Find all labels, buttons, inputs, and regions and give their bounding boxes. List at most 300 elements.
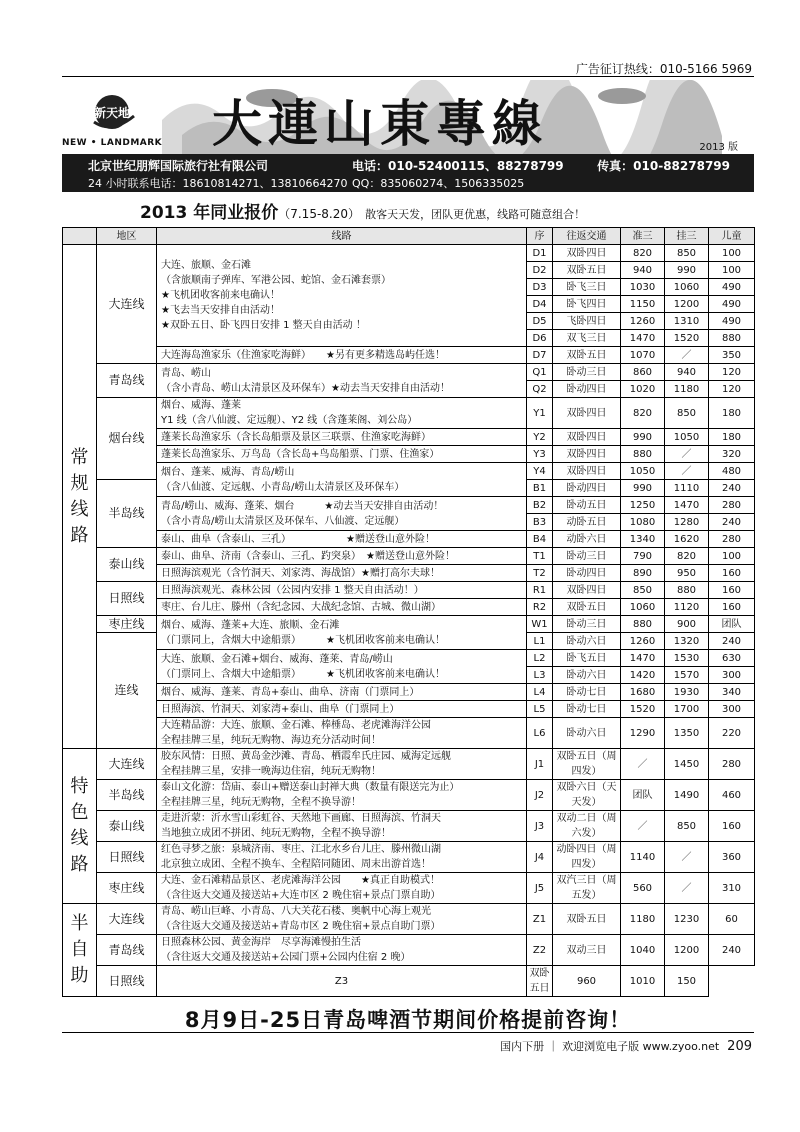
- route-code: J3: [527, 811, 553, 842]
- route-code: B1: [527, 480, 553, 497]
- price-child: 320: [709, 446, 755, 463]
- price-star3: 1320: [665, 633, 709, 650]
- table-row: [63, 548, 755, 565]
- transport-cell: 双卧五日: [553, 347, 621, 364]
- price-child: 180: [709, 429, 755, 446]
- transport-cell: 卧动六日: [553, 718, 621, 749]
- table-row: [63, 398, 755, 429]
- price-star3: 950: [665, 565, 709, 582]
- price-child: 300: [709, 701, 755, 718]
- price-star3: 1530: [665, 650, 709, 667]
- route-line: 大连海岛渔家乐（住渔家吃海鲜） ★另有更多精选岛屿任选！: [161, 349, 445, 361]
- table-row: [63, 904, 755, 935]
- route-code: L3: [527, 667, 553, 684]
- header-code: 序: [527, 228, 553, 245]
- table-header-row: [63, 228, 755, 245]
- price-std3: 820: [621, 245, 665, 262]
- company-phone: 电话：010-52400115、88278799: [352, 159, 564, 173]
- price-star3: 1180: [665, 381, 709, 398]
- region-cell: 大连线: [97, 749, 157, 780]
- transport-cell: 双卧四日: [553, 582, 621, 599]
- route-line: （含小青岛、崂山太清景区及环保车）★动去当天安排自由活动！: [161, 382, 450, 394]
- table-row: [63, 565, 755, 582]
- price-star3: 850: [665, 811, 709, 842]
- table-row: [63, 616, 755, 633]
- route-cell: [157, 599, 527, 616]
- route-line: 日照海滨观光（含竹洞天、刘家湾、海战馆）★赠打高尔夫球！: [161, 567, 440, 579]
- table-row: [63, 497, 755, 514]
- price-child: 880: [709, 330, 755, 347]
- price-star3: 1280: [665, 514, 709, 531]
- route-cell: [157, 873, 527, 904]
- heading-title: 2013 年同业报价: [140, 203, 279, 223]
- route-code: Q1: [527, 364, 553, 381]
- price-child: 480: [709, 463, 755, 480]
- price-child: 300: [709, 667, 755, 684]
- ad-hotline: 广告征订热线：010-5166 5969: [575, 62, 752, 76]
- route-line: 泰山、曲阜（含泰山、三孔） ★赠送登山意外险！: [161, 533, 435, 545]
- price-std3: 560: [621, 873, 665, 904]
- price-child: 220: [709, 718, 755, 749]
- price-std3: 850: [621, 582, 665, 599]
- price-star3: 1200: [665, 935, 709, 966]
- price-child: 340: [709, 684, 755, 701]
- route-cell: [157, 364, 527, 398]
- price-child: 490: [709, 313, 755, 330]
- transport-cell: 双汽三日（周五发）: [553, 873, 621, 904]
- route-cell: [157, 429, 527, 446]
- price-std3: 790: [621, 548, 665, 565]
- price-std3: 1140: [621, 842, 665, 873]
- price-star3: 880: [665, 582, 709, 599]
- route-code: L4: [527, 684, 553, 701]
- price-std3: 990: [621, 480, 665, 497]
- route-code: Y1: [527, 398, 553, 429]
- route-code: B2: [527, 497, 553, 514]
- table-row: [63, 873, 755, 904]
- route-code: Y4: [527, 463, 553, 480]
- route-code: L6: [527, 718, 553, 749]
- price-star3: 1310: [665, 313, 709, 330]
- region-cell: 枣庄线: [97, 873, 157, 904]
- route-cell: [157, 811, 527, 842]
- price-std3: 1290: [621, 718, 665, 749]
- transport-cell: 卧飞三日: [553, 279, 621, 296]
- price-star3: ／: [665, 463, 709, 480]
- transport-cell: 双卧四日: [553, 463, 621, 480]
- price-child: 160: [709, 811, 755, 842]
- price-child: 490: [709, 279, 755, 296]
- price-child: 280: [709, 749, 755, 780]
- table-row: [63, 718, 755, 749]
- price-std3: 1260: [621, 633, 665, 650]
- route-cell: [157, 347, 527, 364]
- route-line: 大连精品游：大连、旅顺、金石滩、棒棰岛、老虎滩海洋公园: [161, 720, 431, 731]
- route-line: 全程挂牌三星，纯玩无购物，全程不换导游！: [161, 797, 361, 808]
- route-code: T2: [527, 565, 553, 582]
- route-code: J4: [527, 842, 553, 873]
- route-code: Z3: [157, 966, 527, 997]
- transport-cell: 双卧四日: [553, 245, 621, 262]
- table-row: [63, 463, 755, 480]
- price-star3: 1010: [621, 966, 665, 997]
- price-child: 150: [665, 966, 709, 997]
- logo-text: 新天地: [93, 106, 131, 120]
- price-child: 360: [709, 842, 755, 873]
- route-line: 北京独立成团、全程不换车、全程陪同随团、周末出游首选！: [161, 859, 431, 870]
- price-std3: 1470: [621, 650, 665, 667]
- route-line: 泰山、曲阜、济南（含泰山、三孔、趵突泉） ★赠送登山意外险！: [161, 550, 455, 562]
- table-row: [63, 684, 755, 701]
- price-star3: 1110: [665, 480, 709, 497]
- price-child: 180: [709, 398, 755, 429]
- route-cell: [157, 531, 527, 548]
- route-cell: [157, 398, 527, 429]
- route-cell: [157, 842, 527, 873]
- transport-cell: 动卧六日: [553, 531, 621, 548]
- price-std3: 1040: [621, 935, 665, 966]
- price-child: 100: [709, 262, 755, 279]
- route-line: 烟台、威海、蓬莱、青岛+泰山、曲阜、济南（门票同上）: [161, 686, 420, 698]
- transport-cell: 卧动三日: [553, 364, 621, 381]
- route-code: R2: [527, 599, 553, 616]
- transport-cell: 双卧五日: [527, 966, 553, 997]
- price-child: 460: [709, 780, 755, 811]
- price-child: 350: [709, 347, 755, 364]
- route-code: D2: [527, 262, 553, 279]
- contact-qq: QQ：835060274、1506335025: [352, 177, 525, 190]
- transport-cell: 飞卧四日: [553, 313, 621, 330]
- transport-cell: 双卧五日: [553, 262, 621, 279]
- route-code: D7: [527, 347, 553, 364]
- price-child: 490: [709, 296, 755, 313]
- route-line: （门票同上、含烟大中途船票） ★飞机团收客前来电确认！: [161, 668, 445, 680]
- price-star3: ／: [665, 446, 709, 463]
- price-std3: 1520: [621, 701, 665, 718]
- route-code: L5: [527, 701, 553, 718]
- transport-cell: 双飞三日: [553, 330, 621, 347]
- price-child: 630: [709, 650, 755, 667]
- route-line: 大连、金石滩精品景区、老虎滩海洋公园 ★真正自助模式！: [161, 875, 440, 886]
- region-cell: 大连线: [97, 245, 157, 364]
- route-cell: [157, 718, 527, 749]
- price-std3: 1030: [621, 279, 665, 296]
- route-line: （含往返大交通及接送站+青岛市区 2 晚住宿+景点自助门票）: [161, 921, 441, 932]
- table-row: [63, 599, 755, 616]
- table-row: [63, 582, 755, 599]
- price-star3: 1200: [665, 296, 709, 313]
- route-code: Q2: [527, 381, 553, 398]
- route-line: 日照海滨、竹洞天、刘家湾+泰山、曲阜（门票同上）: [161, 703, 400, 715]
- route-cell: [157, 749, 527, 780]
- route-line: 大连、旅顺、金石滩+烟台、威海、蓬莱、青岛/崂山: [161, 653, 393, 665]
- table-row: [63, 245, 755, 262]
- route-code: D4: [527, 296, 553, 313]
- transport-cell: 卧动三日: [553, 548, 621, 565]
- transport-cell: 卧动三日: [553, 616, 621, 633]
- route-line: ★双卧五日、卧飞四日安排 1 整天自由活动 ！: [161, 320, 366, 331]
- route-line: ★飞去当天安排自由活动！: [161, 305, 280, 316]
- price-child: 160: [709, 582, 755, 599]
- table-row: [63, 701, 755, 718]
- region-cell: 大连线: [97, 904, 157, 935]
- route-line: 烟台、蓬莱、威海、青岛/崂山: [161, 466, 295, 478]
- route-cell: [157, 548, 527, 565]
- header-child: 儿童: [709, 228, 755, 245]
- price-star3: ／: [665, 873, 709, 904]
- price-std3: 1150: [621, 296, 665, 313]
- price-std3: 860: [621, 364, 665, 381]
- price-std3: 1470: [621, 330, 665, 347]
- footer-links: 国内下册 ｜ 欢迎浏览电子版 www.zyoo.net: [500, 1040, 720, 1053]
- region-cell: 日照线: [97, 966, 157, 997]
- route-cell: [157, 904, 527, 935]
- price-star3: 1060: [665, 279, 709, 296]
- price-std3: ／: [621, 749, 665, 780]
- price-child: 240: [709, 633, 755, 650]
- price-std3: 1070: [621, 347, 665, 364]
- transport-cell: 卧动六日: [553, 667, 621, 684]
- route-line: 青岛、崂山巨峰、小青岛、八大关花石楼、奥帆中心海上观光: [161, 906, 431, 917]
- price-std3: 960: [553, 966, 621, 997]
- transport-cell: 卧动四日: [553, 381, 621, 398]
- price-child: 280: [709, 497, 755, 514]
- table-row: [63, 966, 755, 997]
- route-code: Z2: [527, 935, 553, 966]
- transport-cell: 双卧五日: [553, 904, 621, 935]
- route-line: 泰山文化游：岱庙、泰山+赠送泰山封禅大典（数量有限送完为止）: [161, 782, 460, 793]
- route-cell: [157, 701, 527, 718]
- route-line: （门票同上，含烟大中途船票） ★飞机团收客前来电确认！: [161, 634, 445, 646]
- contact-24h: 24 小时联系电话：18610814271、13810664270: [88, 177, 348, 190]
- price-star3: 850: [665, 398, 709, 429]
- price-std3: 1180: [621, 904, 665, 935]
- heading-dates: （7.15-8.20）: [278, 207, 361, 221]
- route-line: 青岛、崂山: [161, 367, 211, 379]
- category-cell: 特色线路: [63, 749, 97, 904]
- page-number: 209: [727, 1039, 752, 1054]
- route-code: J1: [527, 749, 553, 780]
- table-row: [63, 446, 755, 463]
- transport-cell: 双卧四日: [553, 398, 621, 429]
- company-name: 北京世纪朋辉国际旅行社有限公司: [88, 159, 269, 173]
- route-line: ★飞机团收客前来电确认！: [161, 290, 280, 301]
- price-star3: 1700: [665, 701, 709, 718]
- price-std3: 940: [621, 262, 665, 279]
- transport-cell: 动卧五日: [553, 514, 621, 531]
- route-line: 枣庄、台儿庄、滕州（含纪念园、大战纪念馆、古城、微山湖）: [161, 601, 441, 613]
- region-cell: 日照线: [97, 582, 157, 616]
- route-line: （含小青岛/崂山太清景区及环保车、八仙渡、定远舰）: [161, 515, 405, 527]
- region-cell: 烟台线: [97, 398, 157, 480]
- price-star3: 1620: [665, 531, 709, 548]
- price-std3: 880: [621, 616, 665, 633]
- price-star3: 820: [665, 548, 709, 565]
- region-cell: 青岛线: [97, 935, 157, 966]
- route-line: 全程挂牌三星，纯玩无购物、海边充分活动时间！: [161, 735, 381, 746]
- route-line: 日照海滨观光、森林公园（公园内安排 1 整天自由活动！）: [161, 584, 424, 596]
- route-line: 烟台、威海、蓬莱+大连、旅顺、金石滩: [161, 619, 340, 631]
- region-cell: 日照线: [97, 842, 157, 873]
- category-cell: 常规线路: [63, 245, 97, 749]
- price-std3: 820: [621, 398, 665, 429]
- price-star3: 1470: [665, 497, 709, 514]
- route-code: Z1: [527, 904, 553, 935]
- price-std3: 1020: [621, 381, 665, 398]
- transport-cell: 卧动七日: [553, 701, 621, 718]
- price-child: 100: [709, 548, 755, 565]
- route-line: （含往返大交通及接送站+公园门票+公园内住宿 2 晚）: [161, 952, 411, 963]
- price-child: 240: [709, 935, 755, 966]
- route-line: 红色寻梦之旅：泉城济南、枣庄、江北水乡台儿庄、滕州微山湖: [161, 844, 441, 855]
- table-row: [63, 780, 755, 811]
- price-star3: 1230: [665, 904, 709, 935]
- category-cell: 半自助: [63, 904, 97, 997]
- price-table: [62, 227, 755, 997]
- price-child: 280: [709, 531, 755, 548]
- header-route: 线路: [157, 228, 527, 245]
- price-std3: 1060: [621, 599, 665, 616]
- price-heading: [140, 198, 585, 223]
- company-fax: 传真：010-88278799: [597, 159, 730, 173]
- table-row: [63, 935, 755, 966]
- route-line: 日照森林公园、黄金海岸 尽享海滩慢拍生活: [161, 937, 361, 948]
- route-code: T1: [527, 548, 553, 565]
- bottom-rule: [62, 1032, 754, 1033]
- route-line: （含八仙渡、定远舰、小青岛/崂山太清景区及环保车）: [161, 481, 405, 493]
- table-row: [63, 650, 755, 667]
- table-row: [63, 347, 755, 364]
- price-star3: ／: [665, 842, 709, 873]
- route-code: J5: [527, 873, 553, 904]
- price-std3: ／: [621, 811, 665, 842]
- price-child: 120: [709, 364, 755, 381]
- route-line: （含旅顺南子弹库、军港公园、蛇馆、金石滩套票）: [161, 275, 391, 286]
- region-cell: 半岛线: [97, 780, 157, 811]
- transport-cell: 双卧五日（周四发）: [553, 749, 621, 780]
- transport-cell: 卧动四日: [553, 565, 621, 582]
- price-child: 团队: [709, 616, 755, 633]
- route-cell: [157, 446, 527, 463]
- transport-cell: 卧飞四日: [553, 296, 621, 313]
- route-code: W1: [527, 616, 553, 633]
- route-line: 当地独立成团不拼团、纯玩无购物，全程不换导游！: [161, 828, 391, 839]
- route-code: D6: [527, 330, 553, 347]
- route-line: 蓬莱长岛渔家乐（含长岛船票及景区三联票、住渔家吃海鲜）: [161, 431, 431, 443]
- price-star3: 1050: [665, 429, 709, 446]
- route-code: B4: [527, 531, 553, 548]
- route-cell: [157, 684, 527, 701]
- transport-cell: 卧动七日: [553, 684, 621, 701]
- table-row: [63, 429, 755, 446]
- price-std3: 1680: [621, 684, 665, 701]
- header-star3: 挂三: [665, 228, 709, 245]
- route-cell: [157, 582, 527, 599]
- price-child: 60: [709, 904, 755, 935]
- transport-cell: 卧动五日: [553, 497, 621, 514]
- price-star3: 940: [665, 364, 709, 381]
- route-cell: [157, 650, 527, 684]
- region-cell: 青岛线: [97, 364, 157, 398]
- price-std3: 1080: [621, 514, 665, 531]
- transport-cell: 双卧四日: [553, 429, 621, 446]
- route-code: R1: [527, 582, 553, 599]
- price-star3: 850: [665, 245, 709, 262]
- route-line: 青岛/崂山、威海、蓬莱、烟台 ★动去当天安排自由活动！: [161, 500, 444, 512]
- table-row: [63, 842, 755, 873]
- price-star3: 1520: [665, 330, 709, 347]
- header-std3: 准三: [621, 228, 665, 245]
- route-cell: [157, 935, 527, 966]
- route-code: B3: [527, 514, 553, 531]
- price-star3: 1570: [665, 667, 709, 684]
- route-code: Y2: [527, 429, 553, 446]
- price-child: 120: [709, 381, 755, 398]
- beer-festival-notice: 8月9日-25日青岛啤酒节期间价格提前咨询！: [184, 1008, 632, 1032]
- route-cell: [157, 616, 527, 650]
- route-line: Y1 线（含八仙渡、定远舰）、Y2 线（含蓬莱阁、刘公岛）: [161, 415, 418, 426]
- route-cell: [157, 497, 527, 531]
- region-cell: 连线: [97, 633, 157, 749]
- price-star3: 1350: [665, 718, 709, 749]
- price-child: 240: [709, 480, 755, 497]
- route-code: D5: [527, 313, 553, 330]
- route-cell: [157, 780, 527, 811]
- route-code: L2: [527, 650, 553, 667]
- price-star3: 1120: [665, 599, 709, 616]
- transport-cell: 双卧六日（天天发）: [553, 780, 621, 811]
- price-child: 100: [709, 245, 755, 262]
- route-line: 大连、旅顺、金石滩: [161, 260, 251, 271]
- price-std3: 990: [621, 429, 665, 446]
- route-code: L1: [527, 633, 553, 650]
- route-line: 全程挂牌三星，安排一晚海边住宿，纯玩无购物！: [161, 766, 381, 777]
- transport-cell: 卧动六日: [553, 633, 621, 650]
- company-bar: [62, 154, 754, 192]
- header-region: 地区: [97, 228, 157, 245]
- price-std3: 1250: [621, 497, 665, 514]
- price-child: 160: [709, 599, 755, 616]
- route-code: D1: [527, 245, 553, 262]
- route-line: 蓬莱长岛渔家乐、万鸟岛（含长岛+鸟岛船票、门票、住渔家）: [161, 448, 440, 460]
- banner-title: 大連山東專線: [212, 94, 548, 153]
- route-line: 烟台、威海、蓬莱: [161, 400, 241, 411]
- banner: [62, 80, 754, 154]
- route-line: 胶东风情：日照、黄岛金沙滩、青岛、栖霞牟氏庄园、威海定远舰: [161, 751, 451, 762]
- route-line: （含往返大交通及接送站+大连市区 2 晚住宿+景点门票自助）: [161, 890, 441, 901]
- price-std3: 1420: [621, 667, 665, 684]
- price-star3: 1490: [665, 780, 709, 811]
- transport-cell: 双动三日: [553, 935, 621, 966]
- price-star3: 990: [665, 262, 709, 279]
- table-row: [63, 531, 755, 548]
- header-category: [63, 228, 97, 245]
- price-child: 240: [709, 514, 755, 531]
- price-star3: ／: [665, 347, 709, 364]
- price-star3: 900: [665, 616, 709, 633]
- price-std3: 890: [621, 565, 665, 582]
- price-std3: 880: [621, 446, 665, 463]
- logo-subtitle: NEW • LANDMARK: [62, 138, 163, 148]
- table-row: [63, 749, 755, 780]
- transport-cell: 卧飞五日: [553, 650, 621, 667]
- route-code: Y3: [527, 446, 553, 463]
- region-cell: 枣庄线: [97, 616, 157, 633]
- price-star3: 1930: [665, 684, 709, 701]
- route-code: D3: [527, 279, 553, 296]
- price-std3: 1260: [621, 313, 665, 330]
- route-cell: [157, 245, 527, 347]
